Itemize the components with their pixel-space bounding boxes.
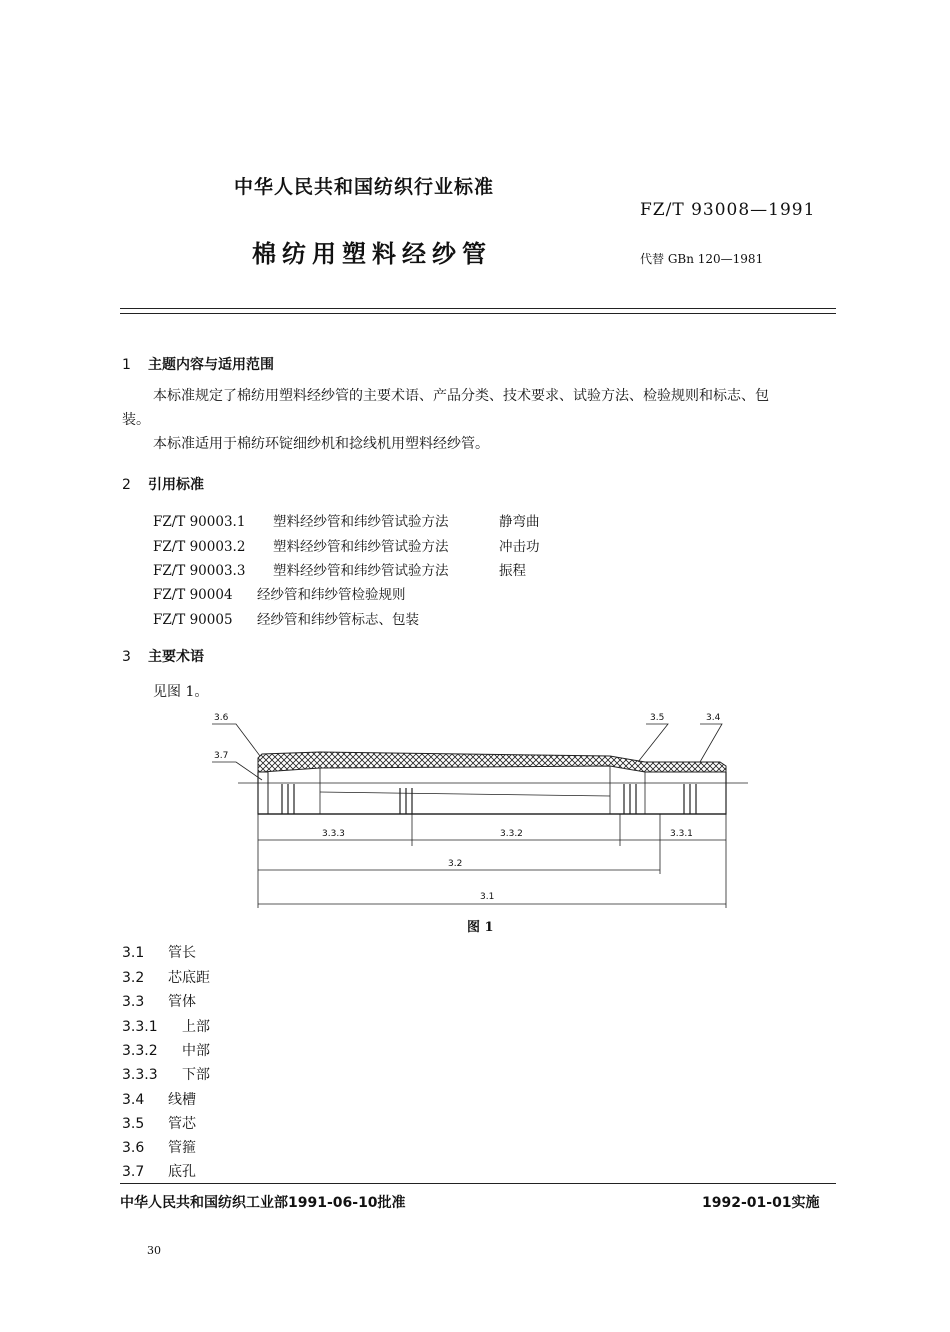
term-name: 上部 xyxy=(182,1019,210,1035)
term-item xyxy=(122,1040,210,1060)
section-1-heading xyxy=(122,354,274,374)
figure-caption: 图 1 xyxy=(467,920,494,935)
term-item xyxy=(122,1016,210,1036)
standard-code: FZ/T 93008—1991 xyxy=(640,200,816,220)
reference-item xyxy=(153,559,526,579)
label-3-1: 3.1 xyxy=(480,892,495,902)
header-rule-thick xyxy=(120,308,836,309)
approval-line: 中华人民共和国纺织工业部1991-06-10批准 xyxy=(120,1195,406,1211)
term-number: 3.6 xyxy=(122,1140,145,1156)
s1-paragraph-1-line-1: 本标准规定了棉纺用塑料经纱管的主要术语、产品分类、技术要求、试验方法、检验规则和标志、包 xyxy=(153,388,769,404)
term-name: 线槽 xyxy=(168,1092,196,1108)
figure-1-bobbin-diagram xyxy=(200,700,760,915)
term-item xyxy=(122,1113,196,1133)
term-name: 管体 xyxy=(168,994,196,1010)
term-number: 3.7 xyxy=(122,1164,145,1180)
term-item xyxy=(122,1161,196,1181)
reference-code: FZ/T 90005 xyxy=(153,612,233,628)
reference-item xyxy=(153,510,540,530)
label-3-7: 3.7 xyxy=(214,751,229,761)
replaces-standard: 代替 GBn 120—1981 xyxy=(640,252,764,266)
term-number: 3.5 xyxy=(122,1116,145,1132)
reference-code: FZ/T 90003.3 xyxy=(153,563,246,579)
label-3-5: 3.5 xyxy=(650,713,665,723)
section-number: 1 xyxy=(122,357,131,373)
label-3-3-2: 3.3.2 xyxy=(500,829,523,839)
term-number: 3.3.1 xyxy=(122,1019,158,1035)
term-name: 底孔 xyxy=(168,1164,196,1180)
section-number: 2 xyxy=(122,477,131,493)
section-3-heading xyxy=(122,646,204,666)
term-name: 芯底距 xyxy=(168,970,210,986)
reference-item xyxy=(153,583,406,603)
label-3-3-1: 3.3.1 xyxy=(670,829,693,839)
reference-title: 塑料经纱管和纬纱管试验方法 xyxy=(273,563,449,579)
reference-code: FZ/T 90003.2 xyxy=(153,539,246,555)
groove-rings xyxy=(282,784,696,814)
term-name: 管箍 xyxy=(168,1140,196,1156)
term-number: 3.3.3 xyxy=(122,1067,158,1083)
section-number: 3 xyxy=(122,649,131,665)
term-number: 3.3.2 xyxy=(122,1043,158,1059)
reference-subtitle: 冲击功 xyxy=(499,539,540,555)
label-3-4: 3.4 xyxy=(706,713,721,723)
term-item xyxy=(122,1089,196,1109)
reference-subtitle: 振程 xyxy=(499,563,526,579)
term-item xyxy=(122,1137,196,1157)
s1-paragraph-2: 本标准适用于棉纺环锭细纱机和捻线机用塑料经纱管。 xyxy=(153,436,489,452)
section-title: 主要术语 xyxy=(148,649,204,665)
section-title: 主题内容与适用范围 xyxy=(148,357,274,373)
reference-code: FZ/T 90004 xyxy=(153,587,233,603)
term-item xyxy=(122,1064,210,1084)
section-title: 引用标准 xyxy=(148,477,204,493)
term-name: 管长 xyxy=(168,945,196,961)
reference-item xyxy=(153,608,419,628)
term-number: 3.1 xyxy=(122,945,145,961)
tube-body xyxy=(258,772,726,814)
label-3-2: 3.2 xyxy=(448,859,463,869)
term-name: 下部 xyxy=(182,1067,210,1083)
term-name: 管芯 xyxy=(168,1116,196,1132)
reference-title: 经纱管和纬纱管检验规则 xyxy=(257,587,406,603)
reference-code: FZ/T 90003.1 xyxy=(153,514,246,530)
tube-wall xyxy=(258,752,726,772)
term-item xyxy=(122,991,196,1011)
section-2-heading xyxy=(122,474,204,494)
term-item xyxy=(122,942,196,962)
reference-title: 塑料经纱管和纬纱管试验方法 xyxy=(273,514,449,530)
page-number: 30 xyxy=(147,1244,161,1257)
issuing-organization: 中华人民共和国纺织行业标准 xyxy=(234,176,495,198)
reference-title: 经纱管和纬纱管标志、包装 xyxy=(257,612,419,628)
term-name: 中部 xyxy=(182,1043,210,1059)
s1-paragraph-1-line-2: 装。 xyxy=(122,412,150,428)
header-rule-thin xyxy=(120,313,836,314)
footer-rule xyxy=(120,1183,836,1184)
term-number: 3.2 xyxy=(122,970,145,986)
effective-date: 1992-01-01实施 xyxy=(702,1195,820,1211)
term-number: 3.4 xyxy=(122,1092,145,1108)
reference-item xyxy=(153,535,540,555)
document-title: 棉纺用塑料经纱管 xyxy=(252,240,492,268)
s3-intro: 见图 1。 xyxy=(153,684,209,700)
term-number: 3.3 xyxy=(122,994,145,1010)
reference-title: 塑料经纱管和纬纱管试验方法 xyxy=(273,539,449,555)
reference-subtitle: 静弯曲 xyxy=(499,514,540,530)
label-3-3-3: 3.3.3 xyxy=(322,829,345,839)
term-item xyxy=(122,967,210,987)
label-3-6: 3.6 xyxy=(214,713,229,723)
